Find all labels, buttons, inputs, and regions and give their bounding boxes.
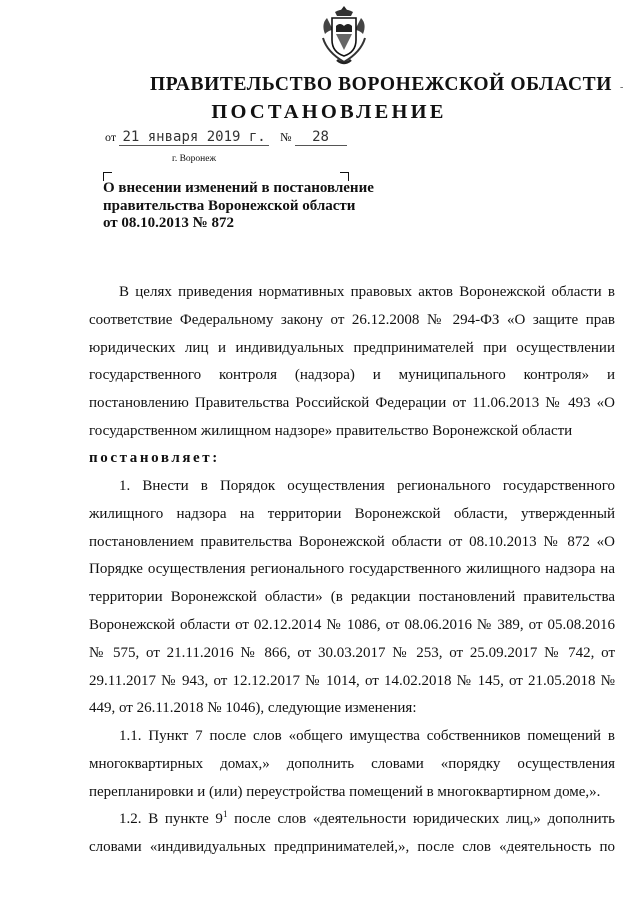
text-line: постановлением правительства Воронежской области от 08.10.2013 № 872 «О: [89, 533, 615, 550]
text-line: 449, от 26.11.2018 № 1046), следующие изменения:: [89, 700, 417, 717]
document-number: 28: [295, 130, 347, 146]
item-1-paragraph: [89, 473, 615, 723]
text-line: многоквартирных домах,» дополнить словами «порядку осуществления: [89, 755, 615, 772]
text-line: № 575, от 21.11.2016 № 866, от 30.03.2017 № 253, от 25.09.2017 № 742, от: [89, 644, 615, 661]
document-type: ПОСТАНОВЛЕНИЕ: [211, 101, 447, 123]
text-line: соответствие Федеральному закону от 26.12.2008 № 294-ФЗ «О защите прав: [89, 311, 615, 328]
subject-line: правительства Воронежской области: [103, 197, 356, 214]
text-line: 1. Внести в Порядок осуществления регионального государственного: [119, 478, 615, 494]
text-segment: 1.2. В пункте 9: [119, 811, 223, 827]
document-date: 21 января 2019 г.: [119, 130, 269, 146]
subject-line: от 08.10.2013 № 872: [103, 215, 234, 231]
text-line: территории Воронежской области» (в редакции постановлений правительства: [89, 589, 615, 606]
date-number-line: [105, 130, 347, 146]
intro-paragraph: [89, 279, 615, 446]
superscript: 1: [222, 809, 228, 819]
text-line: 1.1. Пункт 7 после слов «общего имущества собственников помещений в: [119, 728, 615, 744]
coat-of-arms-emblem: [319, 4, 369, 68]
subject-line: О внесении изменений в постановление: [103, 180, 374, 196]
text-line: словами «индивидуальных предпринимателей,», после слов «деятельность по: [89, 838, 615, 855]
text-line: Воронежской области от 02.12.2014 № 1086, от 08.06.2016 № 389, от 05.08.2016: [89, 616, 615, 633]
date-prefix: от: [105, 130, 117, 144]
text-line: постановлению Правительства Российской Федерации от 11.06.2013 № 493 «О: [89, 395, 615, 412]
item-1-1-paragraph: [89, 723, 615, 806]
text-line: жилищного надзора на территории Воронежской области, утвержденный: [89, 505, 615, 522]
text-line: государственном жилищном надзоре» правительство Воронежской области: [89, 422, 573, 439]
organization-name: ПРАВИТЕЛЬСТВО ВОРОНЕЖСКОЙ ОБЛАСТИ -: [150, 74, 624, 95]
document-subject: [103, 180, 403, 233]
text-line: Порядке осуществления регионального государственного жилищного надзора на: [89, 561, 615, 578]
city: г. Воронеж: [172, 154, 217, 164]
number-sign: №: [280, 130, 292, 144]
text-segment: после слов «деятельности юридических лиц,» дополнить: [227, 811, 615, 827]
resolves-word: постановляет:: [89, 450, 220, 466]
text-line: В целях приведения нормативных правовых актов Воронежской области в: [119, 284, 615, 300]
text-line: юридических лиц и индивидуальных предпринимателей при осуществлении: [89, 339, 615, 356]
text-line: [89, 806, 615, 834]
text-line: 29.11.2017 № 943, от 12.12.2017 № 1014, от 14.02.2018 № 145, от 21.05.2018 №: [89, 672, 615, 689]
item-1-2-paragraph: [89, 806, 615, 862]
organization-title: ПРАВИТЕЛЬСТВО ВОРОНЕЖСКОЙ ОБЛАСТИ: [150, 74, 612, 95]
resolves-heading: [89, 445, 615, 473]
text-line: государственного контроля (надзора) и муниципального контроля» и: [89, 367, 615, 384]
text-line: перепланировки и (или) переустройства помещений в многоквартирном доме,».: [89, 783, 601, 800]
